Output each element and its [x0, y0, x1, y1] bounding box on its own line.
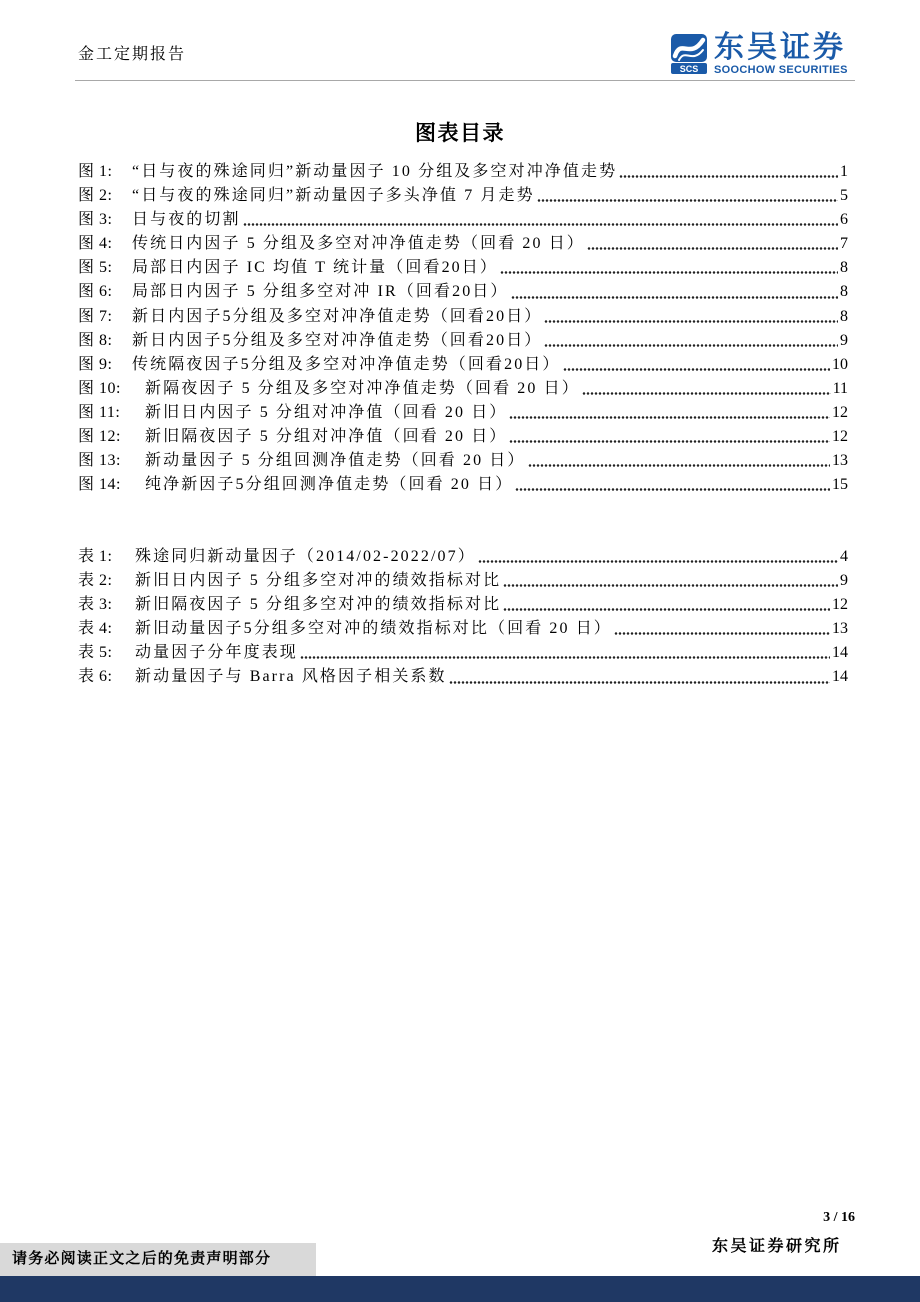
entry-label: 图 7:: [78, 307, 113, 325]
figure-entry[interactable]: [78, 184, 848, 208]
disclaimer-text: 请务必阅读正文之后的免责声明部分: [12, 1251, 272, 1267]
dot-leader: [509, 416, 830, 419]
dot-leader: [449, 681, 830, 684]
entry-title: 新动量因子与 Barra 风格因子相关系数: [135, 668, 447, 686]
dot-leader: [300, 656, 830, 659]
figure-entry[interactable]: [78, 256, 848, 280]
entry-label: 表 4:: [78, 620, 113, 638]
entry-page-number: 9: [840, 331, 848, 349]
entry-title: 局部日内因子 5 分组多空对冲 IR（回看20日）: [132, 283, 509, 301]
figure-entry[interactable]: [78, 377, 848, 401]
entry-label: 图 2:: [78, 187, 113, 205]
figure-entry[interactable]: [78, 473, 848, 497]
entry-label: 表 2:: [78, 572, 113, 590]
entry-page-number: 5: [840, 187, 848, 205]
dot-leader: [500, 271, 838, 274]
dot-leader: [619, 175, 838, 178]
entry-label: 图 8:: [78, 331, 113, 349]
entry-label: 图 1:: [78, 163, 113, 180]
entry-page-number: 14: [832, 668, 848, 686]
entry-page-number: 14: [832, 644, 848, 662]
page-number: 3 / 16: [823, 1210, 855, 1225]
entry-page-number: 4: [840, 548, 848, 565]
dot-leader: [544, 344, 838, 347]
entry-label: 图 11:: [78, 403, 121, 421]
entry-title: 新旧隔夜因子 5 分组多空对冲的绩效指标对比: [135, 596, 502, 614]
table-entry[interactable]: [78, 545, 848, 569]
entry-title: 新旧隔夜因子 5 分组对冲净值（回看 20 日）: [145, 428, 508, 446]
figure-entry[interactable]: [78, 329, 848, 353]
dot-leader: [528, 464, 830, 467]
entry-label: 图 6:: [78, 283, 113, 301]
figure-entry[interactable]: [78, 208, 848, 232]
entry-label: 图 13:: [78, 452, 121, 470]
entry-page-number: 8: [840, 283, 848, 301]
entry-title: 新旧日内因子 5 分组对冲净值（回看 20 日）: [145, 403, 508, 421]
dot-leader: [582, 392, 831, 395]
entry-title: 局部日内因子 IC 均值 T 统计量（回看20日）: [132, 259, 498, 277]
company-logo: [670, 30, 856, 77]
entry-label: 表 1:: [78, 548, 113, 565]
entry-title: 新日内因子5分组及多空对冲净值走势（回看20日）: [132, 307, 543, 325]
dot-leader: [478, 560, 838, 563]
dot-leader: [243, 223, 838, 226]
entry-label: 图 9:: [78, 355, 113, 373]
toc-title: 图表目录: [415, 121, 505, 145]
figure-entry[interactable]: [78, 449, 848, 473]
entry-title: 新隔夜因子 5 分组及多空对冲净值走势（回看 20 日）: [145, 379, 580, 397]
logo-english-name: SOOCHOW SECURITIES: [714, 64, 848, 76]
figure-list: [78, 160, 848, 497]
dot-leader: [503, 584, 838, 587]
entry-page-number: 6: [840, 211, 848, 229]
entry-title: “日与夜的殊途同归”新动量因子多头净值 7 月走势: [132, 187, 535, 205]
dot-leader: [614, 632, 830, 635]
dot-leader: [515, 488, 830, 491]
figure-entry[interactable]: [78, 232, 848, 256]
scs-logo-icon: [670, 34, 708, 75]
entry-page-number: 7: [840, 235, 848, 253]
entry-label: 表 6:: [78, 668, 113, 686]
figure-entry[interactable]: [78, 160, 848, 184]
entry-title: 日与夜的切割: [132, 211, 241, 229]
entry-page-number: 12: [832, 428, 848, 446]
entry-label: 图 10:: [78, 379, 121, 397]
entry-page-number: 12: [832, 403, 848, 421]
entry-label: 图 12:: [78, 428, 121, 446]
footer-institute: 东吴证券研究所: [712, 1238, 842, 1255]
logo-chinese-name: 东吴证券: [714, 30, 846, 65]
figure-entry[interactable]: [78, 280, 848, 304]
entry-title: 纯净新因子5分组回测净值走势（回看 20 日）: [145, 476, 514, 494]
table-entry[interactable]: [78, 569, 848, 593]
table-entry[interactable]: [78, 641, 848, 665]
entry-page-number: 10: [832, 355, 848, 373]
entry-label: 表 3:: [78, 596, 113, 614]
entry-title: 新旧动量因子5分组多空对冲的绩效指标对比（回看 20 日）: [135, 620, 612, 638]
dot-leader: [537, 199, 838, 202]
table-list: [78, 545, 848, 690]
figure-entry[interactable]: [78, 401, 848, 425]
report-type-header: 金工定期报告: [78, 46, 187, 63]
figure-entry[interactable]: [78, 353, 848, 377]
entry-title: 新日内因子5分组及多空对冲净值走势（回看20日）: [132, 331, 543, 349]
entry-page-number: 8: [840, 307, 848, 325]
entry-page-number: 13: [832, 452, 848, 470]
entry-page-number: 1: [840, 163, 848, 180]
logo-mark-text: SCS: [679, 64, 699, 74]
header-divider: [75, 80, 855, 81]
entry-page-number: 9: [840, 572, 848, 590]
figure-entry[interactable]: [78, 425, 848, 449]
entry-title: 动量因子分年度表现: [135, 644, 298, 662]
entry-page-number: 12: [832, 596, 848, 614]
entry-title: 传统隔夜因子5分组及多空对冲净值走势（回看20日）: [132, 355, 561, 373]
dot-leader: [503, 608, 830, 611]
footer-bar: [0, 1276, 920, 1302]
entry-title: 新动量因子 5 分组回测净值走势（回看 20 日）: [145, 452, 526, 470]
entry-page-number: 15: [832, 476, 848, 494]
table-entry[interactable]: [78, 665, 848, 689]
entry-label: 图 3:: [78, 211, 113, 229]
dot-leader: [587, 247, 838, 250]
entry-title: 殊途同归新动量因子（2014/02-2022/07）: [135, 548, 476, 565]
dot-leader: [511, 296, 838, 299]
table-entry[interactable]: [78, 617, 848, 641]
entry-title: “日与夜的殊途同归”新动量因子 10 分组及多空对冲净值走势: [132, 163, 618, 180]
table-entry[interactable]: [78, 593, 848, 617]
entry-title: 新旧日内因子 5 分组多空对冲的绩效指标对比: [135, 572, 502, 590]
dot-leader: [509, 440, 830, 443]
entry-label: 图 4:: [78, 235, 113, 253]
entry-page-number: 8: [840, 259, 848, 277]
entry-page-number: 13: [832, 620, 848, 638]
entry-page-number: 11: [832, 379, 848, 397]
entry-label: 图 14:: [78, 476, 121, 494]
entry-label: 表 5:: [78, 644, 113, 662]
entry-title: 传统日内因子 5 分组及多空对冲净值走势（回看 20 日）: [132, 235, 585, 253]
entry-label: 图 5:: [78, 259, 113, 277]
figure-entry[interactable]: [78, 305, 848, 329]
dot-leader: [563, 368, 830, 371]
dot-leader: [544, 320, 838, 323]
